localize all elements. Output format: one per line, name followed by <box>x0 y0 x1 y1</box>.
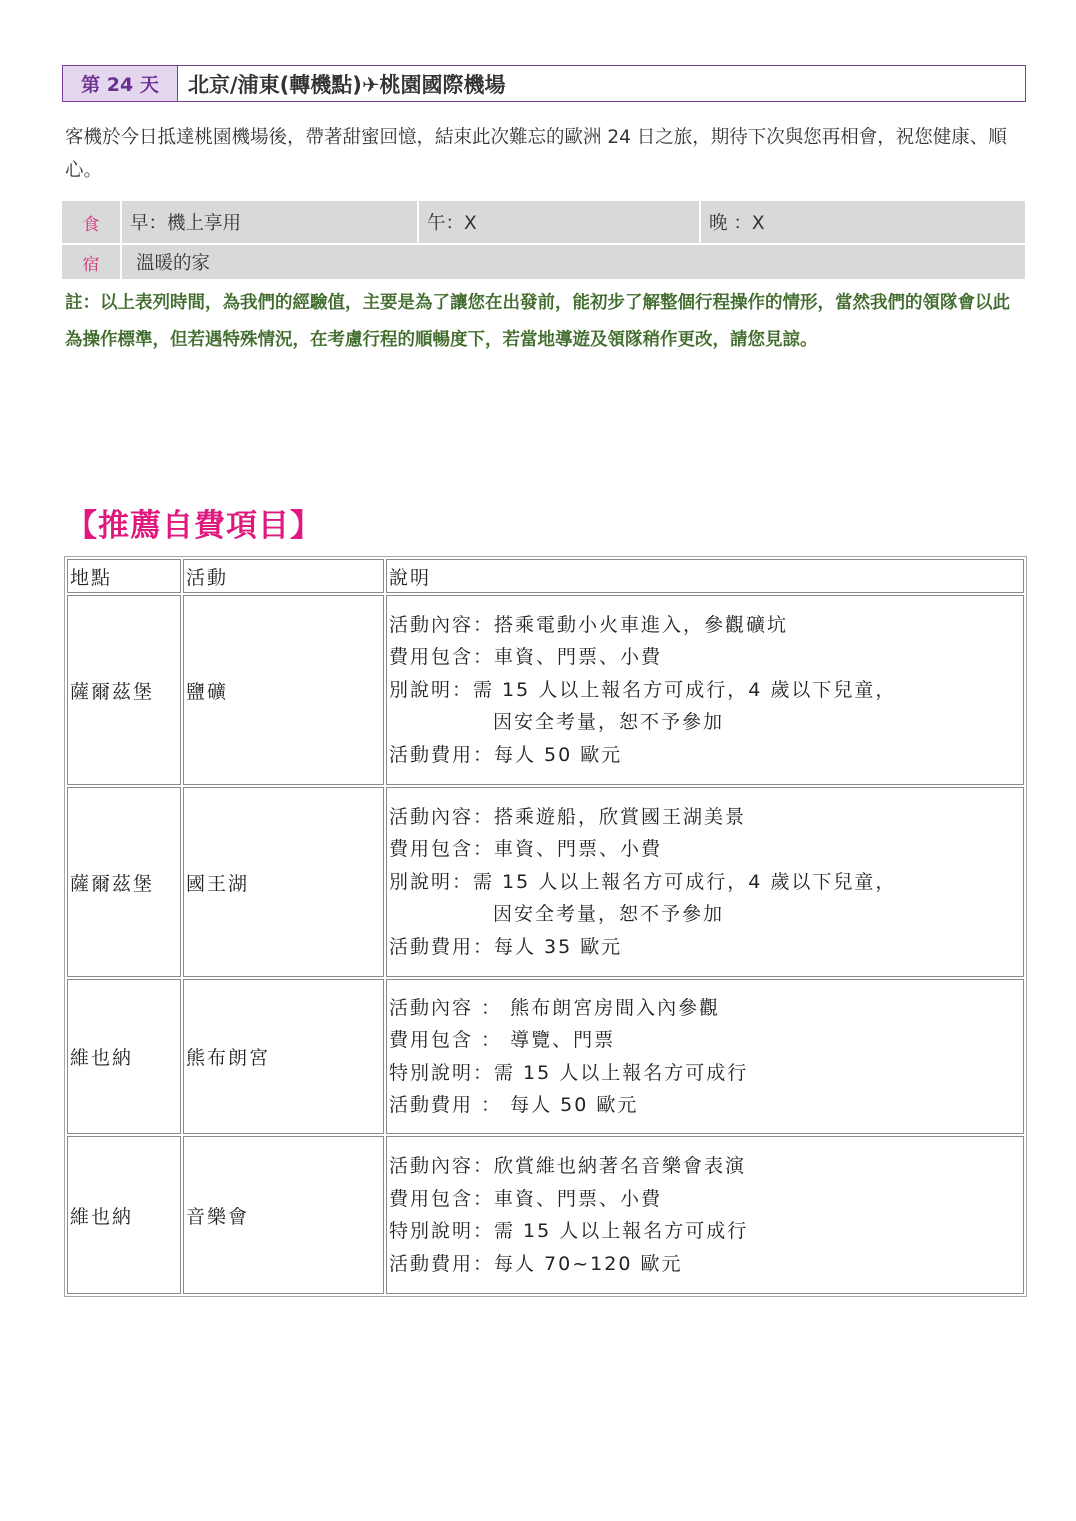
lodging-cell: 溫暖的家 <box>136 253 211 274</box>
place-cell: 維也納 <box>67 1136 181 1294</box>
day-number-label: 第 24 天 <box>63 66 178 101</box>
meal-tag: 食 <box>62 201 122 243</box>
place-cell: 維也納 <box>67 979 181 1134</box>
description-line: 活動內容：搭乘電動小火車進入，參觀礦坑 <box>389 613 789 636</box>
table-row <box>67 787 1024 977</box>
activity-cell: 熊布朗宮 <box>183 979 384 1134</box>
table-header-row <box>67 559 1024 593</box>
description-line: 費用包含：車資、門票、小費 <box>389 838 663 861</box>
place-cell: 薩爾茲堡 <box>67 787 181 977</box>
description-line: 活動費用 ： 每人 50 歐元 <box>389 1094 639 1116</box>
activity-cell: 音樂會 <box>183 1136 384 1294</box>
description-line: 費用包含：車資、門票、小費 <box>389 646 663 669</box>
dinner-cell: 晚 ：X <box>709 213 765 234</box>
breakfast-cell: 早：機上享用 <box>122 201 419 243</box>
activity-cell: 鹽礦 <box>183 595 384 785</box>
place-cell: 薩爾茲堡 <box>67 595 181 785</box>
description-line: 費用包含：車資、門票、小費 <box>389 1187 663 1210</box>
day-route-title: 北京/浦東(轉機點)✈桃園國際機場 <box>188 72 506 97</box>
description-line: 費用包含 ： 導覽、門票 <box>389 1029 616 1051</box>
description-line: 別說明：需 15 人以上報名方可成行，4 歲以下兒童， <box>389 678 897 701</box>
optional-tours-table <box>64 556 1027 1297</box>
description-cell <box>386 979 1024 1134</box>
description-line: 活動費用：每人 70~120 歐元 <box>389 1252 683 1275</box>
day-header <box>62 65 1026 102</box>
header-activity: 活動 <box>183 559 384 593</box>
activity-cell: 國王湖 <box>183 787 384 977</box>
description-cell <box>386 787 1024 977</box>
description-line: 活動內容：欣賞維也納著名音樂會表演 <box>389 1155 747 1177</box>
description-line: 活動費用：每人 35 歐元 <box>389 935 623 958</box>
description-line: 因安全考量，恕不予參加 <box>493 903 725 926</box>
description-line: 特別說明：需 15 人以上報名方可成行 <box>389 1061 749 1084</box>
lodging-row <box>62 243 1025 279</box>
description-line: 活動費用：每人 50 歐元 <box>389 743 623 766</box>
itinerary-note: 註：以上表列時間，為我們的經驗值，主要是為了讓您在出發前，能初步了解整個行程操作的情形，當然我們的領隊會以此為操作標準，但若遇特殊情況，在考慮行程的順暢度下，若當地導遊及領隊稍作更改，請您見諒。 <box>65 293 1010 350</box>
description-cell <box>386 595 1024 785</box>
meals-lodging-table <box>62 201 1025 279</box>
table-row <box>67 595 1024 785</box>
lunch-cell: 午：X <box>419 201 701 243</box>
table-row <box>67 1136 1024 1294</box>
day-description: 客機於今日抵達桃園機場後，帶著甜蜜回憶，結束此次難忘的歐洲 24 日之旅，期待下次與您再相會，祝您健康、順心。 <box>65 127 1007 181</box>
meals-row <box>62 201 1025 243</box>
lodging-tag: 宿 <box>62 245 122 279</box>
description-line: 活動內容 ： 熊布朗宮房間入內參觀 <box>389 996 721 1019</box>
description-line: 因安全考量，恕不予參加 <box>493 711 725 734</box>
header-place: 地點 <box>67 559 181 593</box>
header-description: 說明 <box>386 559 1024 593</box>
description-line: 別說明：需 15 人以上報名方可成行，4 歲以下兒童， <box>389 870 897 893</box>
description-line: 特別說明：需 15 人以上報名方可成行 <box>389 1220 749 1242</box>
optional-tours-title: 【推薦自費項目】 <box>66 508 322 544</box>
table-row <box>67 979 1024 1134</box>
description-line: 活動內容：搭乘遊船，欣賞國王湖美景 <box>389 805 747 828</box>
description-cell <box>386 1136 1024 1294</box>
